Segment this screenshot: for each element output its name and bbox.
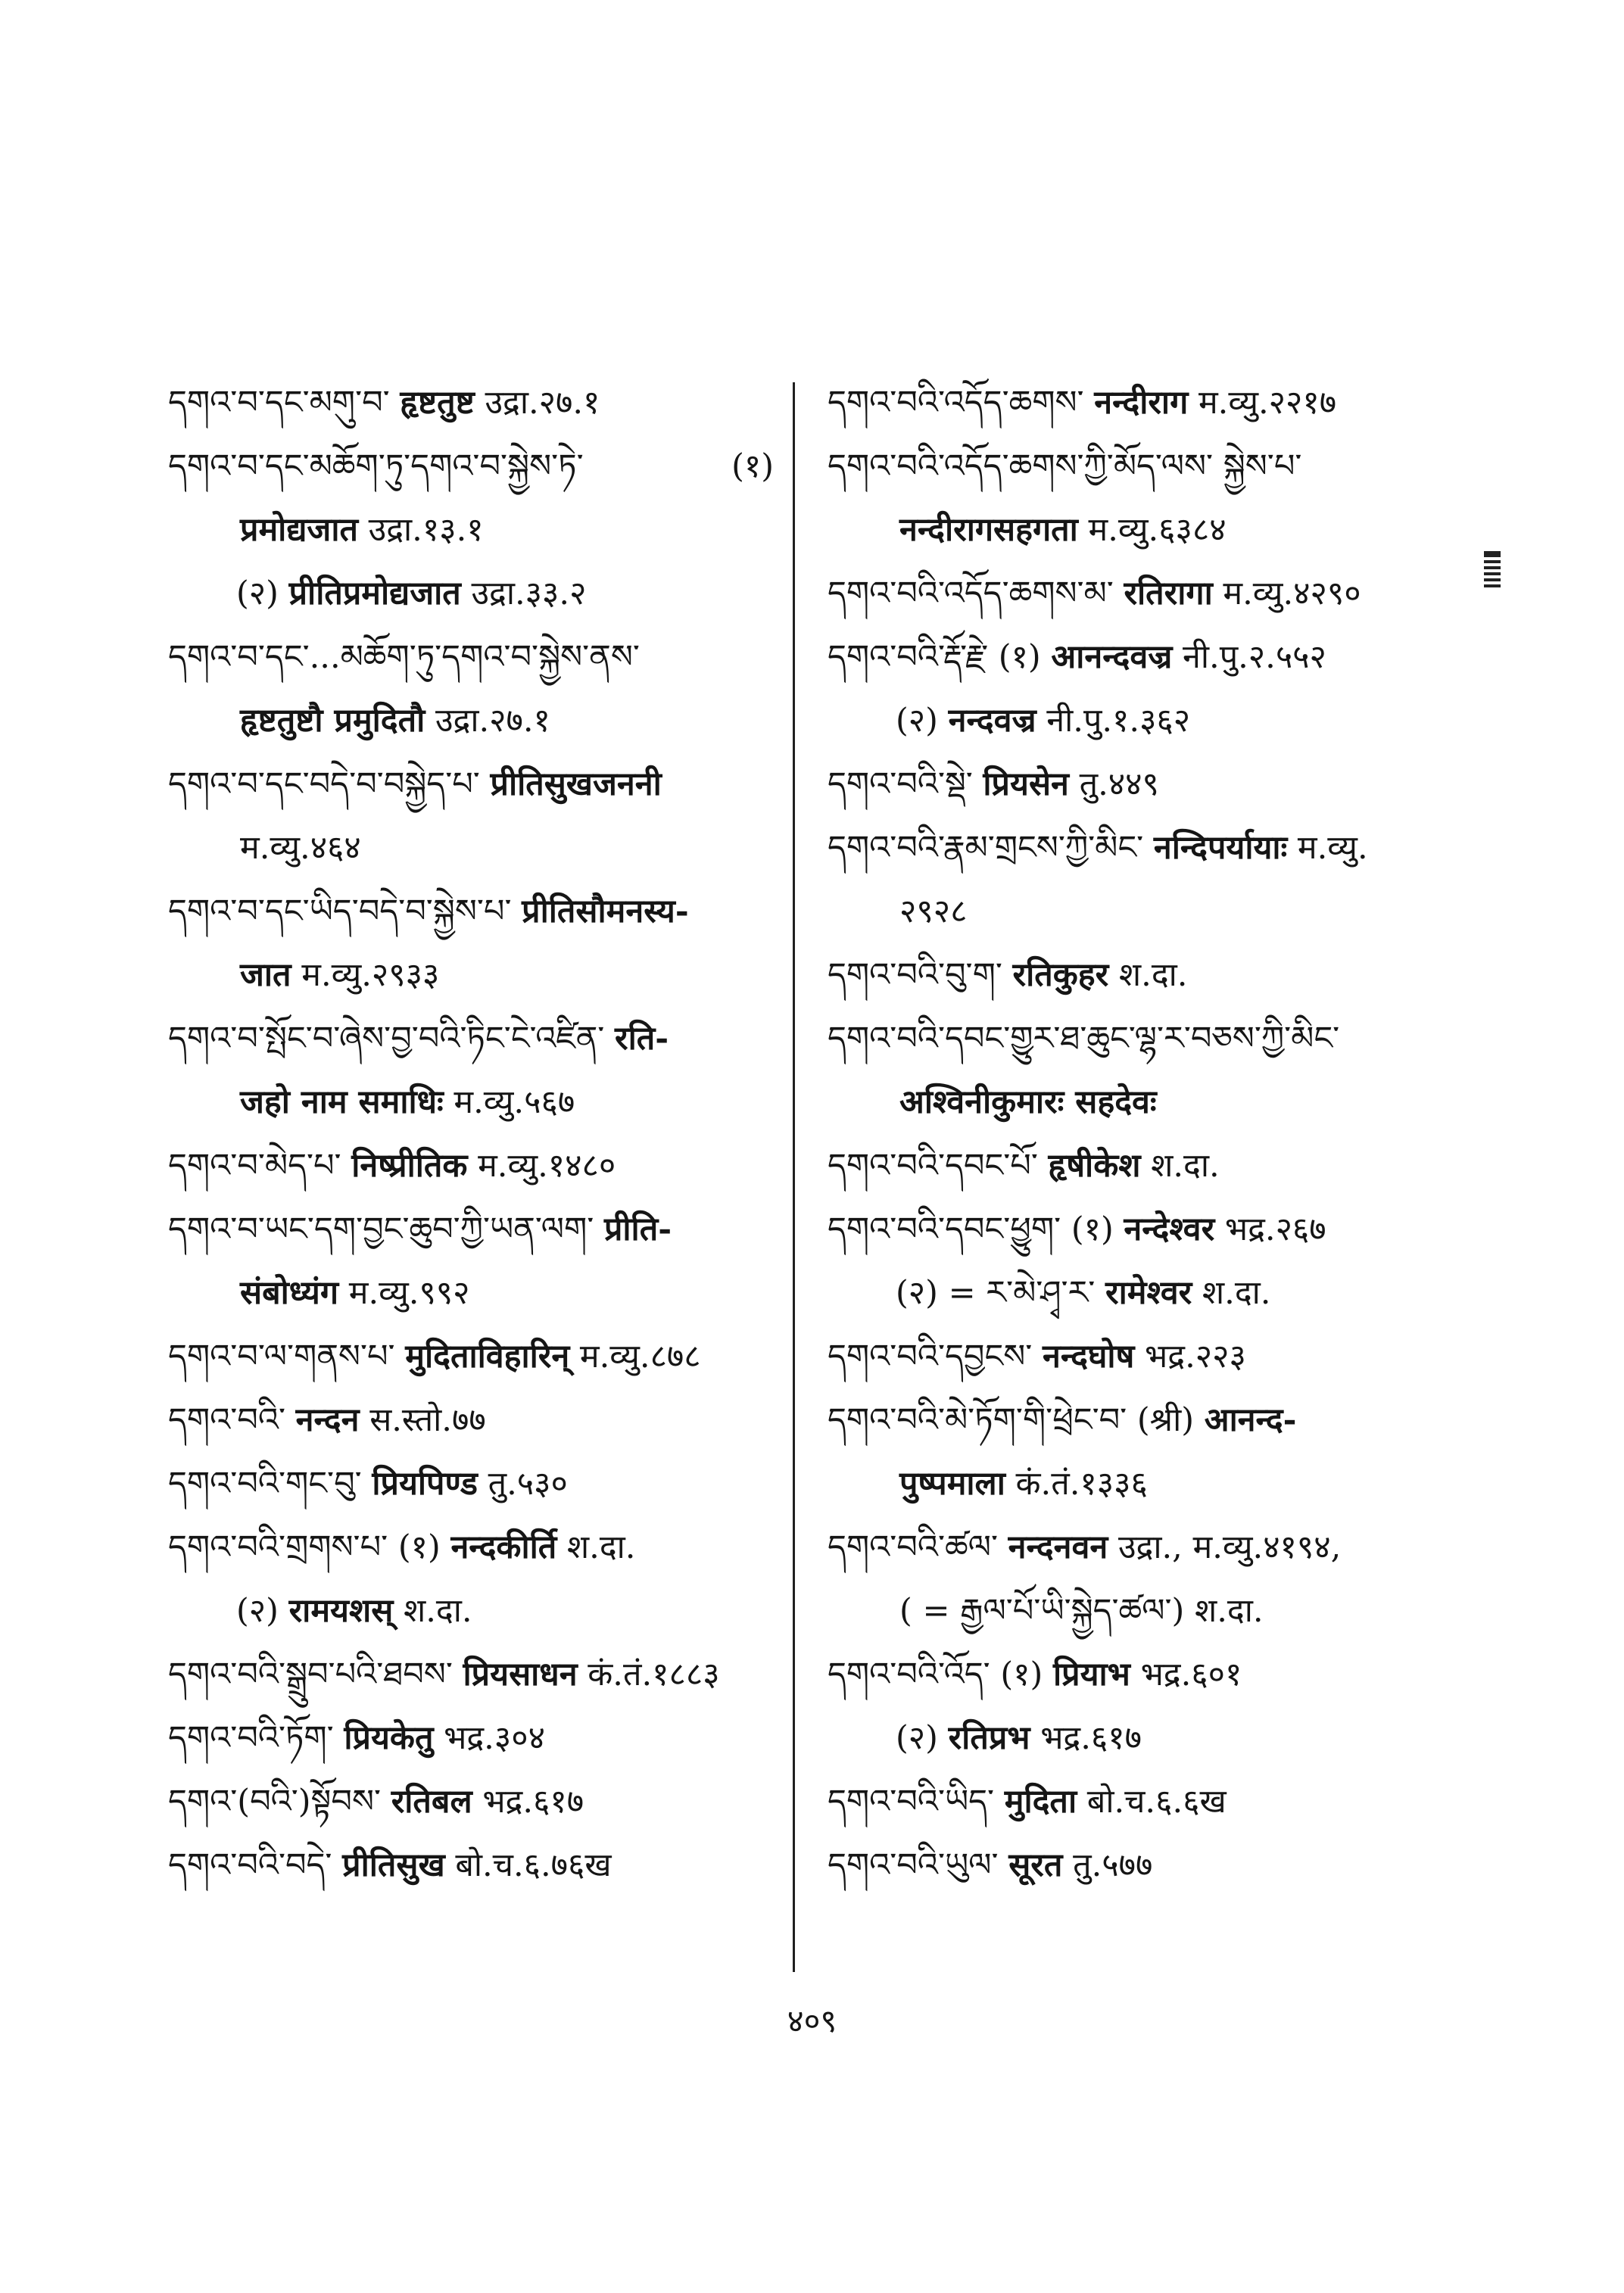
dictionary-entry bbox=[828, 562, 1448, 625]
tibetan-term: དགའ་(བའི་)སྟོབས་ bbox=[168, 1783, 382, 1821]
sanskrit-term: जात bbox=[240, 956, 291, 994]
sanskrit-term: आनन्द- bbox=[1204, 1401, 1297, 1439]
sanskrit-term: मुदिता bbox=[1004, 1783, 1077, 1821]
dictionary-entry bbox=[828, 371, 1448, 435]
dictionary-entry bbox=[168, 943, 774, 1007]
sanskrit-term: रतिबल bbox=[391, 1783, 472, 1821]
source-reference: म.व्यु.२९३३ bbox=[301, 956, 440, 994]
source-reference: नी.पु.२.५५२ bbox=[1183, 638, 1326, 676]
sanskrit-term: प्रमोद्यजात bbox=[240, 511, 358, 549]
sanskrit-term: नन्दनवन bbox=[1008, 1528, 1108, 1566]
source-reference: उद्रा.१३.१ bbox=[368, 511, 484, 549]
page-number: ४०९ bbox=[787, 2002, 837, 2039]
source-reference: उद्रा.२७.१ bbox=[485, 384, 600, 422]
sanskrit-term: प्रियसेन bbox=[983, 765, 1069, 803]
tibetan-term: དགའ་བའི་ bbox=[168, 1401, 285, 1439]
dictionary-entry bbox=[168, 1770, 774, 1833]
margin-mark bbox=[1484, 551, 1501, 597]
tibetan-term: དགའ་བ་ཡང་དག་བྱང་ཆུབ་ཀྱི་ཡན་ལག་ bbox=[168, 1210, 594, 1248]
tibetan-term: ( = རྒྱལ་པོ་ཡི་སྐྱེད་ཚལ་) bbox=[899, 1592, 1185, 1630]
dictionary-entry bbox=[828, 1833, 1448, 1897]
sanskrit-term: नन्दीरागसहगता bbox=[899, 511, 1078, 549]
dictionary-entry bbox=[168, 1261, 774, 1325]
source-reference: भद्र.२६७ bbox=[1224, 1210, 1326, 1248]
source-reference: श.दा. bbox=[1151, 1147, 1220, 1185]
sense-number: (१) bbox=[731, 447, 774, 485]
sanskrit-term: नन्देश्वर bbox=[1124, 1210, 1215, 1248]
sanskrit-term: नन्दवज्र bbox=[948, 702, 1036, 740]
right-column bbox=[828, 371, 1448, 1897]
dictionary-entry bbox=[828, 880, 1448, 943]
sanskrit-term: मुदिताविहारिन् bbox=[405, 1338, 570, 1375]
sense-number: (२) bbox=[236, 1592, 279, 1630]
tibetan-term: དགའ་བ་སྤོང་བ་ཞེས་བྱ་བའི་ཏིང་ངེ་འཛིན་ bbox=[168, 1020, 605, 1058]
sense-number: (२) bbox=[896, 1719, 938, 1757]
tibetan-term: དགའ་བའི་འདོད་ཆགས་མ་ bbox=[828, 575, 1114, 612]
tibetan-term: དགའ་བ་དང་...མཆོག་ཏུ་དགའ་བ་སྐྱེས་ནས་ bbox=[168, 638, 640, 676]
dictionary-entry bbox=[168, 1579, 774, 1643]
sanskrit-term: हृषीकेश bbox=[1048, 1147, 1141, 1185]
source-reference: स.स्तो.७७ bbox=[369, 1401, 486, 1439]
tibetan-term: དགའ་བའི་ཡིད་ bbox=[828, 1783, 995, 1821]
dictionary-entry bbox=[828, 689, 1448, 752]
source-reference: श.दा. bbox=[1195, 1592, 1264, 1630]
sanskrit-term: प्रीतिसौमनस्य- bbox=[522, 893, 689, 930]
sanskrit-term: हृष्टतुष्टौ प्रमुदितौ bbox=[240, 702, 425, 740]
dictionary-entry bbox=[168, 1452, 774, 1516]
dictionary-entry bbox=[828, 1325, 1448, 1388]
source-reference: म.व्यु.२२१७ bbox=[1198, 384, 1337, 422]
tibetan-term: དགའ་བའི་དབང་ཕྱུག་ bbox=[828, 1210, 1061, 1248]
sanskrit-term: प्रीतिसुखजननी bbox=[490, 765, 662, 803]
dictionary-entry bbox=[168, 435, 774, 498]
tibetan-term: དགའ་བའི་རྣམ་གྲངས་ཀྱི་མིང་ bbox=[828, 829, 1144, 867]
dictionary-entry bbox=[168, 371, 774, 435]
dictionary-entry bbox=[828, 625, 1448, 689]
tibetan-term: དགའ་བ་མེད་པ་ bbox=[168, 1147, 341, 1185]
left-column bbox=[168, 371, 774, 1897]
dictionary-entry bbox=[828, 1770, 1448, 1833]
source-reference: म.व्यु.४६४ bbox=[240, 829, 361, 867]
tibetan-term: དགའ་བའི་འོད་ bbox=[828, 1656, 990, 1693]
source-reference: नी.पु.१.३६२ bbox=[1046, 702, 1191, 740]
sanskrit-term: प्रीति- bbox=[603, 1210, 672, 1248]
sanskrit-term: आनन्दवज्र bbox=[1051, 638, 1173, 676]
sanskrit-term: नन्दीराग bbox=[1094, 384, 1189, 422]
sense-number: (१) bbox=[1000, 1656, 1043, 1693]
sanskrit-term: हृष्टतुष्ट bbox=[400, 384, 475, 422]
sense-number: (श्री) bbox=[1136, 1401, 1195, 1439]
source-reference: तु.५३० bbox=[488, 1465, 568, 1503]
sense-number: (२) bbox=[896, 702, 938, 740]
tibetan-term: དགའ་བའི་དབྱངས་ bbox=[828, 1338, 1033, 1375]
source-reference: भद्र.६०१ bbox=[1140, 1656, 1242, 1693]
tibetan-term-continued: སྐྱེས་པ་ bbox=[1223, 447, 1302, 485]
sense-number: (२) bbox=[236, 575, 279, 612]
sanskrit-term: रति- bbox=[615, 1020, 669, 1058]
tibetan-term: དགའ་བའི་རྡོ་རྗེ་ bbox=[828, 638, 989, 676]
source-reference: तु.५७७ bbox=[1073, 1846, 1153, 1884]
tibetan-term: དགའ་བའི་ཚལ་ bbox=[828, 1528, 998, 1566]
sense-number: (१) bbox=[397, 1528, 441, 1566]
tibetan-term: དགའ་བའི་དབང་པོ་ bbox=[828, 1147, 1038, 1185]
source-reference: भद्र.६१७ bbox=[482, 1783, 584, 1821]
dictionary-entry bbox=[828, 1134, 1448, 1198]
sanskrit-term: प्रियकेतु bbox=[344, 1719, 434, 1757]
sanskrit-term: रतिप्रभ bbox=[948, 1719, 1030, 1757]
sanskrit-term: अश्विनीकुमारः सहदेवः bbox=[899, 1083, 1157, 1121]
sanskrit-term: नन्दन bbox=[295, 1401, 360, 1439]
dictionary-entry bbox=[168, 1833, 774, 1897]
source-reference: म.व्यु.१४८० bbox=[478, 1147, 616, 1185]
tibetan-term: དགའ་བའི་འདོད་ཆགས་ bbox=[828, 384, 1084, 422]
sanskrit-term: सूरत bbox=[1008, 1846, 1063, 1884]
sanskrit-term: प्रियपिण्ड bbox=[372, 1465, 478, 1503]
sanskrit-term: रतिकुहर bbox=[1012, 956, 1109, 994]
dictionary-entry bbox=[828, 1388, 1448, 1452]
dictionary-entry bbox=[168, 1388, 774, 1452]
source-reference: म.व्यु.५६७ bbox=[454, 1083, 575, 1121]
sanskrit-term: नन्दिपर्यायाः bbox=[1153, 829, 1288, 867]
sanskrit-term: प्रियाभ bbox=[1052, 1656, 1130, 1693]
dictionary-entry bbox=[168, 816, 774, 880]
dictionary-entry bbox=[168, 752, 774, 816]
source-reference: भद्र.६१७ bbox=[1040, 1719, 1142, 1757]
sanskrit-term: प्रीतिसुख bbox=[342, 1846, 445, 1884]
sense-number: (१) bbox=[998, 638, 1041, 676]
dictionary-entry bbox=[168, 1007, 774, 1070]
column-divider bbox=[793, 382, 795, 1972]
dictionary-entry bbox=[168, 625, 774, 689]
dictionary-entry bbox=[168, 1516, 774, 1579]
source-reference: श.दा. bbox=[1202, 1274, 1271, 1312]
dictionary-entry bbox=[168, 1198, 774, 1261]
sanskrit-term: निष्प्रीतिक bbox=[351, 1147, 468, 1185]
dictionary-entry bbox=[168, 1325, 774, 1388]
sanskrit-term: प्रियसाधन bbox=[463, 1656, 578, 1693]
dictionary-entry bbox=[828, 1706, 1448, 1770]
source-reference: म.व्यु.९९२ bbox=[348, 1274, 470, 1312]
sanskrit-term: नन्दकीर्ति bbox=[450, 1528, 557, 1566]
sanskrit-term: नन्दघोष bbox=[1042, 1338, 1135, 1375]
tibetan-term: དགའ་བའི་བུ་ག་ bbox=[828, 956, 1002, 994]
tibetan-term: དགའ་བའི་སྒྲུབ་པའི་ཐབས་ bbox=[168, 1656, 453, 1693]
dictionary-entry bbox=[828, 943, 1448, 1007]
source-reference: श.दा. bbox=[403, 1592, 472, 1630]
sanskrit-term: जहो नाम समाधिः bbox=[240, 1083, 444, 1121]
dictionary-entry bbox=[828, 1007, 1448, 1070]
dictionary-entry bbox=[828, 1516, 1448, 1579]
source-reference: म.व्यु.४२९० bbox=[1223, 575, 1361, 612]
tibetan-term: དགའ་བ་ལ་གནས་པ་ bbox=[168, 1338, 395, 1375]
source-reference: श.दा. bbox=[566, 1528, 636, 1566]
tibetan-term: དགའ་བའི་མེ་ཏོག་གི་ཕྲེང་བ་ bbox=[828, 1401, 1127, 1439]
dictionary-entry bbox=[828, 1198, 1448, 1261]
tibetan-term: དགའ་བ་དང་མཆོག་ཏུ་དགའ་བ་སྐྱེས་ཏེ་ bbox=[168, 447, 584, 485]
sanskrit-term: रामेश्वर bbox=[1105, 1274, 1192, 1312]
tibetan-term: དགའ་བའི་གང་བུ་ bbox=[168, 1465, 362, 1503]
source-reference: उद्रा.२७.१ bbox=[435, 702, 550, 740]
source-reference: बो.च.६.७६ख bbox=[455, 1846, 612, 1884]
dictionary-entry bbox=[168, 498, 774, 562]
tibetan-term: དགའ་བའི་སྡེ་ bbox=[828, 765, 973, 803]
source-reference: तु.४४९ bbox=[1079, 765, 1159, 803]
dictionary-entry bbox=[168, 1070, 774, 1134]
dictionary-entry bbox=[168, 689, 774, 752]
sense-number: (२) bbox=[896, 1274, 938, 1312]
sanskrit-term: रतिरागा bbox=[1124, 575, 1213, 612]
dictionary-entry bbox=[168, 880, 774, 943]
source-reference: भद्र.२२३ bbox=[1145, 1338, 1246, 1375]
source-reference: कं.तं.१३३६ bbox=[1015, 1465, 1148, 1503]
tibetan-term: དགའ་བའི་གྲགས་པ་ bbox=[168, 1528, 388, 1566]
dictionary-entry bbox=[828, 1261, 1448, 1325]
tibetan-term: = ར་མེ་ཤྭ་ར་ bbox=[948, 1274, 1096, 1312]
tibetan-term: དགའ་བའི་ཏོག་ bbox=[168, 1719, 334, 1757]
dictionary-entry bbox=[168, 1706, 774, 1770]
source-reference: कं.तं.१८८३ bbox=[588, 1656, 720, 1693]
dictionary-entry bbox=[168, 562, 774, 625]
source-reference: श.दा. bbox=[1118, 956, 1188, 994]
dictionary-entry bbox=[168, 1134, 774, 1198]
source-reference: म.व्यु. bbox=[1297, 829, 1368, 867]
tibetan-term: དགའ་བའི་བདེ་ bbox=[168, 1846, 332, 1884]
source-reference: म.व्यु.६३८४ bbox=[1088, 511, 1227, 549]
source-reference: म.व्यु.८७८ bbox=[579, 1338, 701, 1375]
dictionary-entry bbox=[828, 435, 1448, 498]
source-reference: उद्रा.३३.२ bbox=[471, 575, 587, 612]
dictionary-entry bbox=[828, 1643, 1448, 1706]
sanskrit-term: संबोध्यंग bbox=[240, 1274, 339, 1312]
dictionary-entry bbox=[828, 1579, 1448, 1643]
source-reference: २९२८ bbox=[899, 893, 968, 930]
tibetan-term: དགའ་བ་དང་ཡིད་བདེ་བ་སྐྱེས་པ་ bbox=[168, 893, 512, 930]
tibetan-term: དགའ་བའི་དབང་གྱུར་ཐ་ཆུང་ལྷ་ར་བཅས་ཀྱི་མིང་ bbox=[828, 1020, 1340, 1058]
source-reference: बो.च.६.६ख bbox=[1086, 1783, 1227, 1821]
source-reference: भद्र.३०४ bbox=[444, 1719, 545, 1757]
tibetan-term: དགའ་བ་དང་མགུ་བ་ bbox=[168, 384, 390, 422]
tibetan-term: དགའ་བའི་འདོད་ཆགས་ཀྱི་མོད་ལས་ bbox=[828, 447, 1214, 485]
dictionary-entry bbox=[168, 1643, 774, 1706]
dictionary-entry bbox=[828, 1452, 1448, 1516]
source-reference: उद्रा., म.व्यु.४१९४, bbox=[1117, 1528, 1342, 1566]
dictionary-entry bbox=[828, 752, 1448, 816]
tibetan-term: དགའ་བ་དང་བདེ་བ་བསྐྱེད་པ་ bbox=[168, 765, 480, 803]
dictionary-entry bbox=[828, 1070, 1448, 1134]
sanskrit-term: प्रीतिप्रमोद्यजात bbox=[288, 575, 461, 612]
sanskrit-term: रामयशस् bbox=[288, 1592, 394, 1630]
sense-number: (१) bbox=[1071, 1210, 1114, 1248]
tibetan-term: དགའ་བའི་ཡུལ་ bbox=[828, 1846, 999, 1884]
dictionary-entry bbox=[828, 816, 1448, 880]
sanskrit-term: पुष्पमाला bbox=[899, 1465, 1005, 1503]
dictionary-entry bbox=[828, 498, 1448, 562]
